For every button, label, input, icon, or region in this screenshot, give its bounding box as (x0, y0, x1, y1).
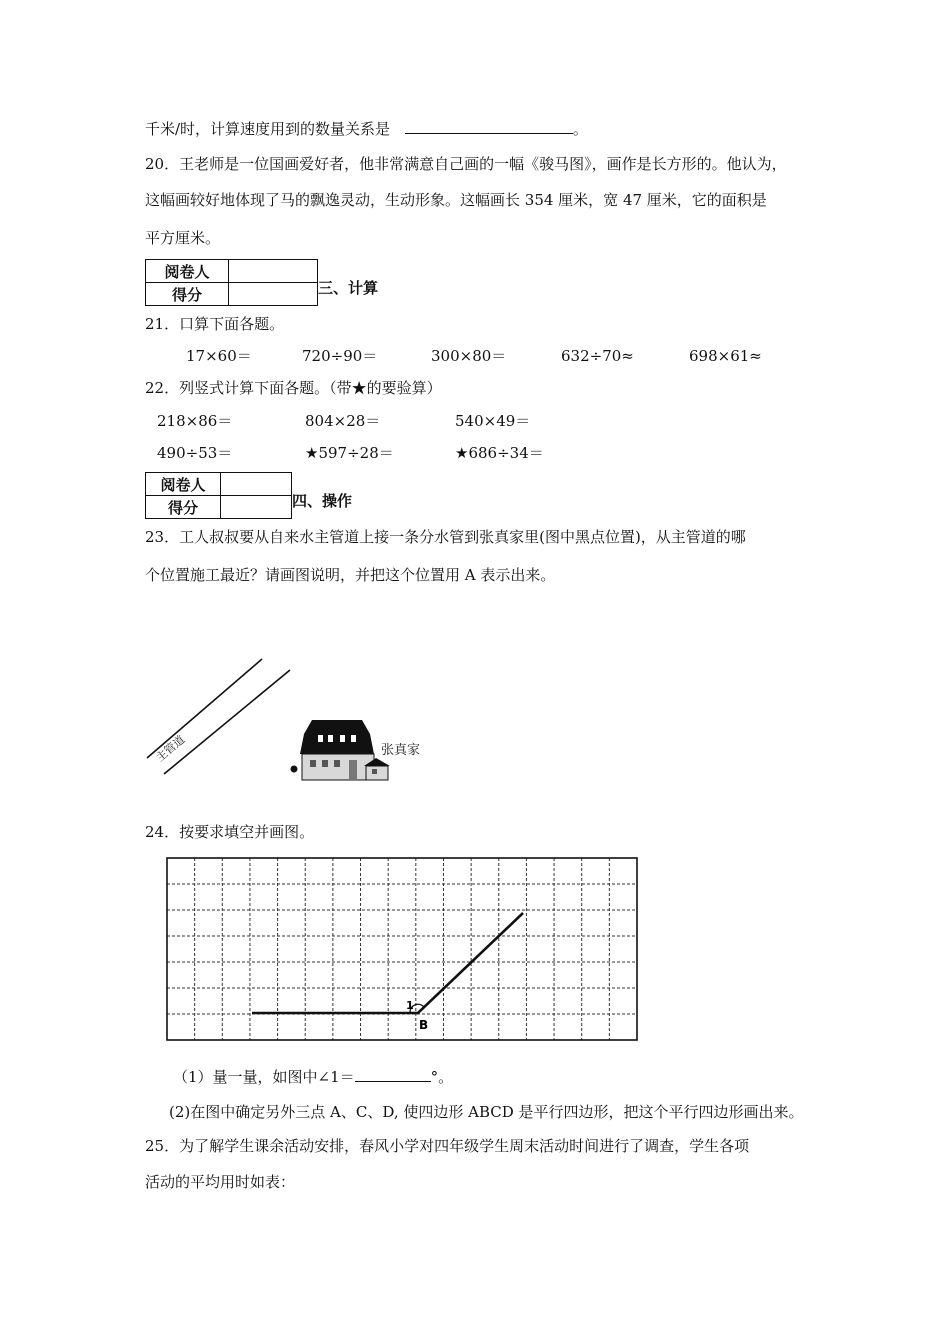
house-label: 张真家 (381, 742, 421, 757)
zhang-home-dot[interactable] (291, 766, 298, 773)
q20-line1: 20．王老师是一位国画爱好者，他非常满意自己画的一幅《骏马图》，画作是长方形的。他认为， (145, 155, 787, 173)
q24-title: 24．按要求填空并画图。 (145, 823, 315, 841)
q21-title: 21．口算下面各题。 (145, 315, 285, 333)
score-box-section4 (145, 472, 292, 519)
q24-sub1-end: °。 (430, 1068, 454, 1086)
q19-text: 千米/时，计算速度用到的数量关系是 (145, 120, 391, 138)
q19-answer-blank[interactable] (405, 119, 573, 134)
q22-item-3: 540×49＝ (455, 412, 531, 430)
q24-sub1-text: （1）量一量，如图中∠1＝ (173, 1068, 355, 1086)
pipe-house-figure (140, 650, 460, 790)
q23-line2: 个位置施工最近？请画图说明，并把这个位置用 A 表示出来。 (145, 566, 556, 584)
q22-item-6: ★686÷34＝ (455, 444, 544, 462)
reviewer-label: 阅卷人 (146, 260, 229, 283)
pipe-label: 主管道 (154, 733, 188, 765)
q22-title: 22．列竖式计算下面各题。（带★的要验算） (145, 379, 442, 397)
score-box-section3 (145, 259, 318, 306)
q24-grid-figure (166, 855, 638, 1043)
reviewer-cell-2[interactable] (221, 473, 292, 496)
score-cell-2[interactable] (221, 496, 292, 519)
q21-item-2: 720÷90＝ (302, 347, 378, 365)
q20-line3: 平方厘米。 (145, 229, 221, 247)
q25-line1: 25．为了解学生课余活动安排，春风小学对四年级学生周末活动时间进行了调查，学生各项 (145, 1137, 750, 1155)
q22-item-1: 218×86＝ (157, 412, 233, 430)
angle-rays (252, 913, 523, 1013)
section4-title: 四、操作 (292, 492, 353, 510)
q20-line2: 这幅画较好地体现了马的飘逸灵动，生动形象。这幅画长 354 厘米，宽 47 厘米，它的面积是 (145, 191, 767, 209)
point-b-label: B (419, 1018, 429, 1032)
section3-title: 三、计算 (318, 279, 379, 297)
q22-item-4: 490÷53＝ (157, 444, 233, 462)
q21-item-1: 17×60＝ (186, 347, 252, 365)
house-icon (300, 720, 390, 780)
reviewer-cell[interactable] (229, 260, 318, 283)
score-label-2: 得分 (146, 496, 221, 519)
q24-sub1 (173, 1067, 453, 1087)
q21-item-3: 300×80＝ (431, 347, 507, 365)
q22-item-2: 804×28＝ (305, 412, 381, 430)
q22-item-5: ★597÷28＝ (305, 444, 394, 462)
q23-line1: 23．工人叔叔要从自来水主管道上接一条分水管到张真家里(图中黑点位置)，从主管道的哪 (145, 528, 746, 546)
score-label: 得分 (146, 283, 229, 306)
q21-item-4: 632÷70≈ (561, 347, 634, 365)
reviewer-label-2: 阅卷人 (146, 473, 221, 496)
q24-sub2: (2)在图中确定另外三点 A、C、D, 使四边形 ABCD 是平行四边形，把这个平行四边形画出来。 (169, 1103, 804, 1121)
q19-tail (145, 119, 588, 139)
q25-line2: 活动的平均用时如表： (145, 1173, 296, 1191)
score-cell[interactable] (229, 283, 318, 306)
q19-end: 。 (572, 120, 588, 138)
angle-label: 1 (406, 999, 414, 1012)
angle-answer-blank[interactable] (355, 1067, 431, 1082)
q21-item-5: 698×61≈ (689, 347, 762, 365)
